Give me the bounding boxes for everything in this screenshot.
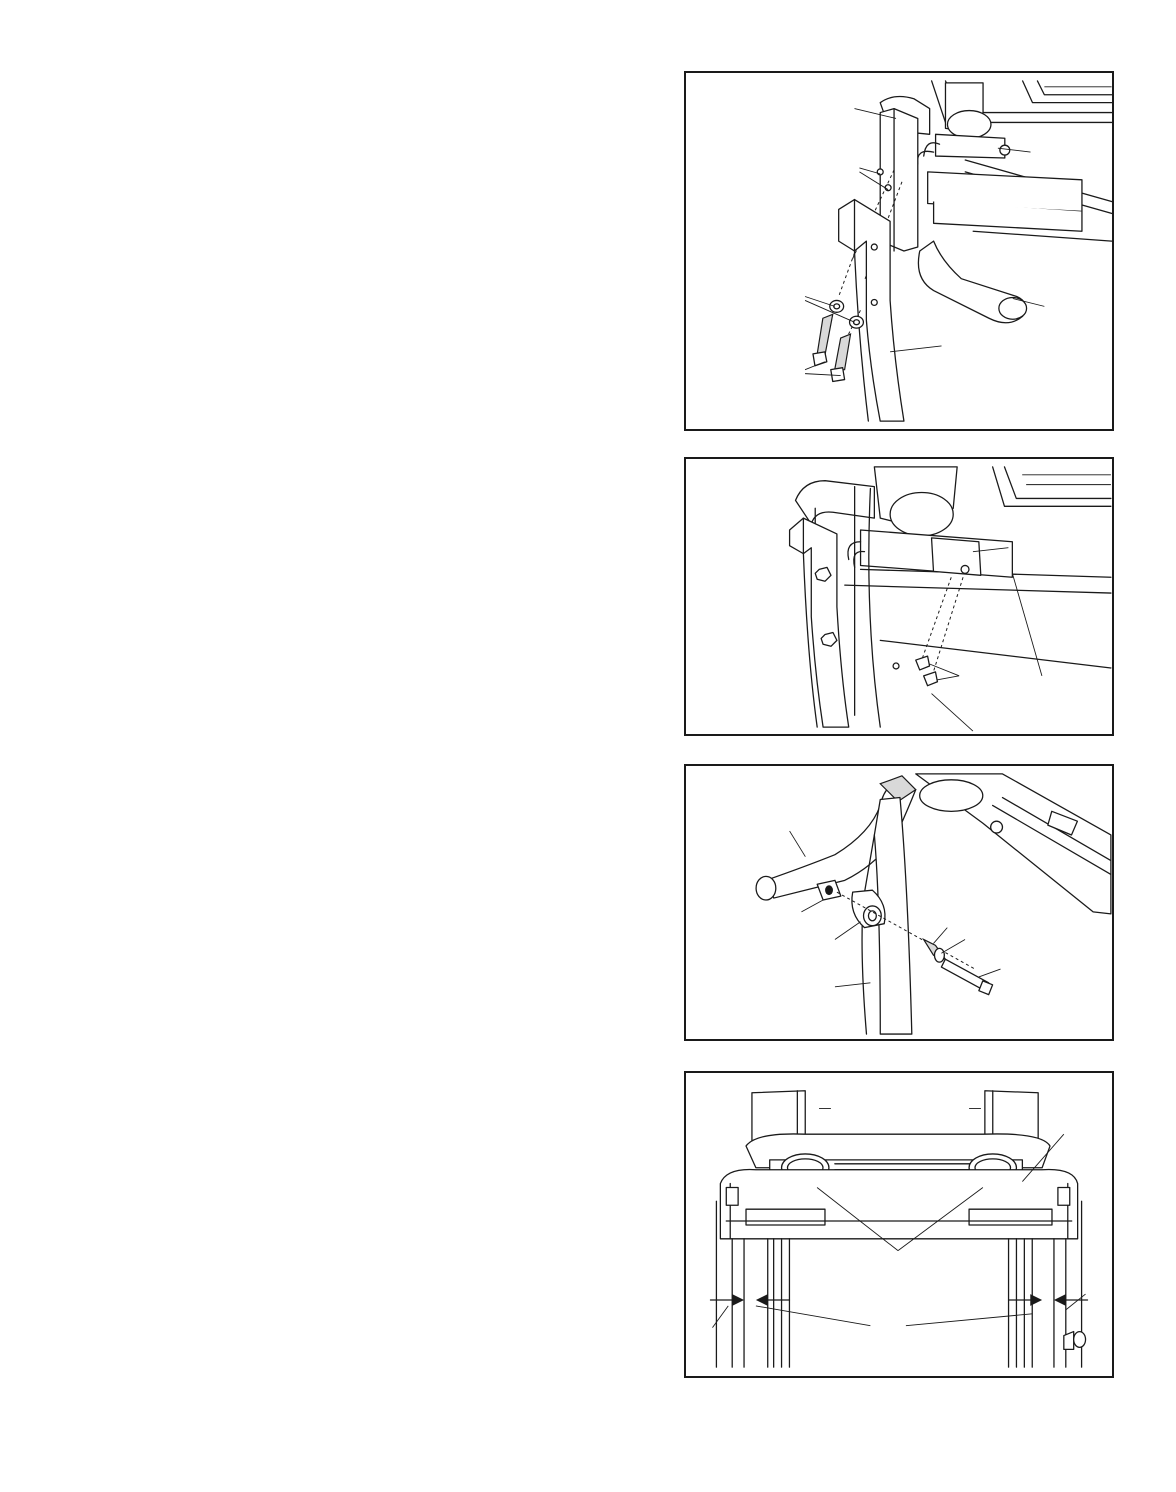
figure-2-bracket-screws [684,457,1114,736]
figure-4-console-front [684,1071,1114,1378]
left-upright [790,518,849,727]
deck-rail [916,774,1111,914]
figure-1-drawing [686,73,1112,429]
figure-2-drawing [686,459,1112,734]
motor-cover [848,467,1012,577]
handrail [918,241,1026,323]
figure-1-upright-bolts [684,71,1114,431]
arrows [710,1294,1087,1306]
figure-4-drawing [686,1073,1112,1376]
figure-3-handrail-knob [684,764,1114,1041]
screws [893,577,963,685]
bolts-and-washers [813,300,863,381]
figure-3-drawing [686,766,1112,1039]
